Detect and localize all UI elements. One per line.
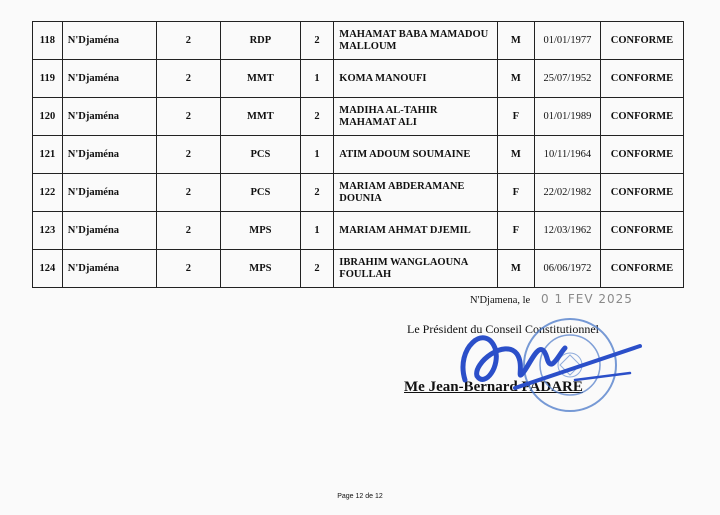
cell-party: MMT [221,98,300,136]
cell-city: N'Djaména [62,98,156,136]
cell-party: PCS [221,136,300,174]
cell-city: N'Djaména [62,22,156,60]
cell-status: CONFORME [600,250,683,288]
cell-party: MMT [221,60,300,98]
cell-city: N'Djaména [62,60,156,98]
candidates-table [32,21,684,288]
cell-num: 119 [33,60,63,98]
cell-party: MPS [221,212,300,250]
cell-num: 122 [33,174,63,212]
table-row [33,136,684,174]
cell-rank: 2 [300,98,334,136]
cell-sex: M [497,136,534,174]
cell-dob: 01/01/1977 [534,22,600,60]
cell-name: MARIAM ABDERAMANE DOUNIA [334,174,498,212]
cell-num: 120 [33,98,63,136]
cell-circ: 2 [156,212,221,250]
cell-num: 123 [33,212,63,250]
cell-circ: 2 [156,250,221,288]
cell-party: MPS [221,250,300,288]
cell-dob: 06/06/1972 [534,250,600,288]
cell-rank: 1 [300,136,334,174]
table-row [33,174,684,212]
cell-rank: 2 [300,250,334,288]
cell-name: IBRAHIM WANGLAOUNA FOULLAH [334,250,498,288]
cell-city: N'Djaména [62,136,156,174]
cell-dob: 22/02/1982 [534,174,600,212]
cell-circ: 2 [156,22,221,60]
cell-name: MARIAM AHMAT DJEMIL [334,212,498,250]
cell-name: KOMA MANOUFI [334,60,498,98]
cell-party: PCS [221,174,300,212]
cell-num: 121 [33,136,63,174]
cell-circ: 2 [156,174,221,212]
cell-status: CONFORME [600,136,683,174]
cell-dob: 25/07/1952 [534,60,600,98]
cell-sex: M [497,60,534,98]
cell-rank: 2 [300,174,334,212]
signatory-name: Me Jean-Bernard PADARE [404,379,583,395]
president-title: Le Président du Conseil Constitutionnel [407,322,599,336]
cell-party: RDP [221,22,300,60]
cell-circ: 2 [156,98,221,136]
cell-status: CONFORME [600,60,683,98]
cell-sex: M [497,22,534,60]
cell-rank: 2 [300,22,334,60]
table-row [33,22,684,60]
cell-circ: 2 [156,136,221,174]
cell-sex: F [497,212,534,250]
cell-status: CONFORME [600,22,683,60]
place-date: N'Djamena, le [470,295,531,306]
cell-num: 124 [33,250,63,288]
cell-name: ATIM ADOUM SOUMAINE [334,136,498,174]
cell-city: N'Djaména [62,174,156,212]
handwritten-signature [455,318,645,398]
cell-city: N'Djaména [62,212,156,250]
cell-dob: 12/03/1962 [534,212,600,250]
page-number: Page 12 de 12 [337,493,383,500]
cell-rank: 1 [300,212,334,250]
table-row [33,98,684,136]
cell-name: MAHAMAT BABA MAMADOU MALLOUM [334,22,498,60]
stamped-date: 0 1 FEV 2025 [541,292,633,306]
cell-sex: F [497,98,534,136]
cell-num: 118 [33,22,63,60]
cell-city: N'Djaména [62,250,156,288]
cell-dob: 10/11/1964 [534,136,600,174]
cell-circ: 2 [156,60,221,98]
cell-status: CONFORME [600,212,683,250]
table-row [33,212,684,250]
table-row [33,60,684,98]
cell-sex: M [497,250,534,288]
cell-sex: F [497,174,534,212]
table-row [33,250,684,288]
cell-dob: 01/01/1989 [534,98,600,136]
cell-status: CONFORME [600,174,683,212]
cell-status: CONFORME [600,98,683,136]
cell-name: MADIHA AL-TAHIR MAHAMAT ALI [334,98,498,136]
cell-rank: 1 [300,60,334,98]
